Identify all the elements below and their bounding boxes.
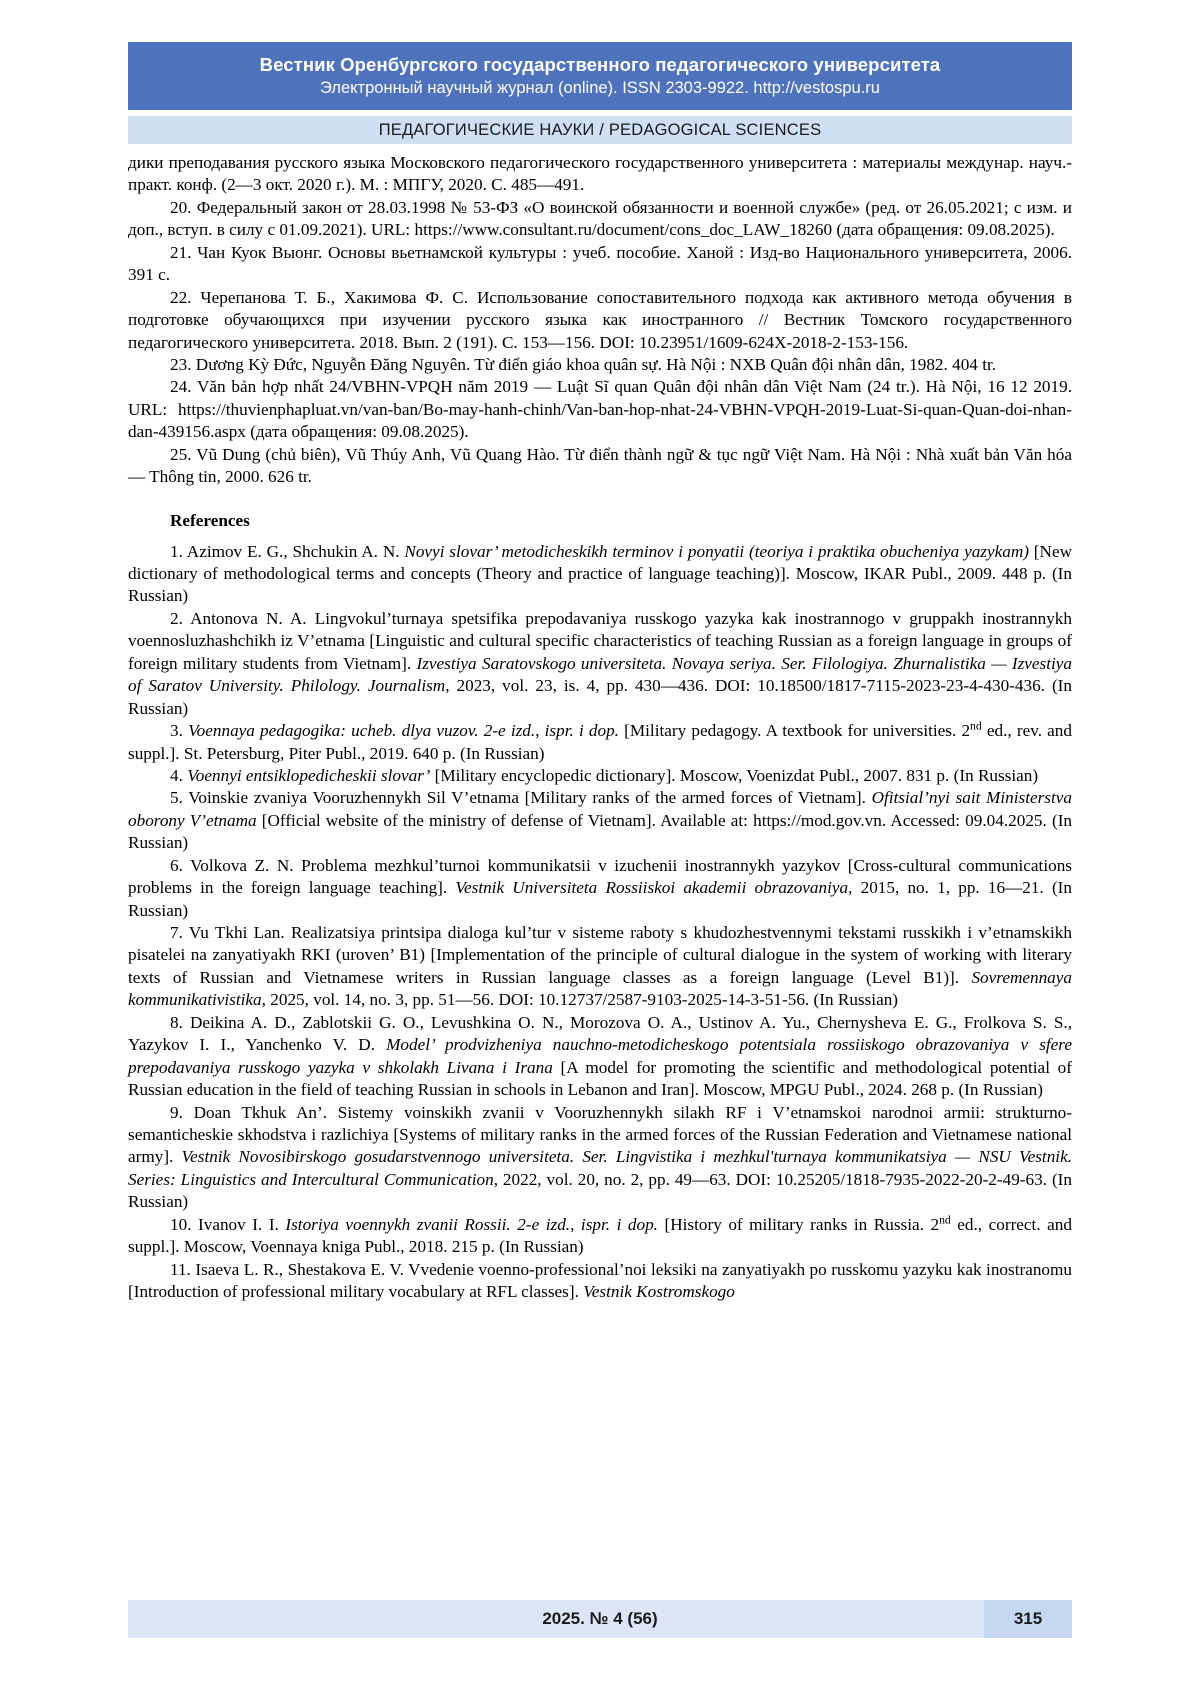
reference-item: 10. Ivanov I. I. Istoriya voennykh zvanii Rossii. 2-e izd., ispr. i dop. [History of military ranks in Russia. 2nd ed., correct. and suppl.]. Moscow, Voennaya kniga Publ., 2018. 215 p. (In Russian) [128,1212,1072,1257]
reference-item: 1. Azimov E. G., Shchukin A. N. Novyi slovar’ metodicheskikh terminov i ponyatii (teoriya i praktika obucheniya yazykam) [New dictionary of methodological terms and concepts (Theory and practice of language teaching)]. Moscow, IKAR Publ., 2009. 448 p. (In Russian) [128,541,1072,606]
continuation-paragraph: дики преподавания русского языка Московского педагогического государственного университета : материалы междунар. науч.-практ. конф. (2—3 окт. 2020 г.). М. : МПГУ, 2020. С. 485—491. [128,153,1072,195]
reference-item: 5. Voinskie zvaniya Vooruzhennykh Sil V’etnama [Military ranks of the armed forces of Vietnam]. Ofitsial’nyi sait Ministerstva oborony V’etnama [Official website of the ministry of defense of Vietnam]. Available at: https://mod.gov.vn. Accessed: 09.04.2025. (In Russian) [128,788,1073,853]
reference-item: 3. Voennaya pedagogika: ucheb. dlya vuzov. 2-e izd., ispr. i dop. [Military pedagogy. A textbook for universities. 2nd ed., rev. and suppl.]. St. Petersburg, Piter Publ., 2019. 640 p. (In Russian) [128,719,1072,763]
reference-item: 2. Antonova N. A. Lingvokul’turnaya spetsifika prepodavaniya russkogo yazyka kak inostrannogo v gruppakh inostrannykh voennosluzhashchikh iz V’etnama [Linguistic and cultural specific characteristics of teaching Russian as a foreign language in groups of foreign military students from Vietnam]. Izvestiya Saratovskogo universiteta. Novaya seriya. Ser. Filologiya. Zhurnalistika — Izvestiya of Saratov University. Philology. Journalism, 2023, vol. 23, is. 4, pp. 430—436. DOI: 10.18500/1817-7115-2023-23-4-430-436. (In Russian) [128,608,1072,718]
reference-item: 8. Deikina A. D., Zablotskii G. O., Levushkina O. N., Morozova O. A., Ustinov A. Yu., Chernysheva E. G., Frolkova S. S., Yazykov I. I., Yanchenko V. D. Model’ prodvizheniya nauchno-metodicheskogo potentsiala rossiiskogo obrazovaniya v sfere prepodavaniya russkogo yazyka v shkolakh Livana i Irana [A model for promoting the scientific and methodological potential of Russian education in the field of teaching Russian in schools in Lebanon and Iran]. Moscow, MPGU Publ., 2024. 268 p. (In Russian) [128,1012,1073,1100]
russian-reference-list [128,197,1072,489]
footer-issue: 2025. № 4 (56) [542,1609,658,1628]
journal-footer [128,1600,1072,1638]
reference-item: 4. Voennyi entsiklopedicheskii slovar’ [Military encyclopedic dictionary]. Moscow, Voenizdat Publ., 2007. 831 p. (In Russian) [170,765,1039,785]
footer-page-number: 315 [984,1600,1072,1638]
section-title: ПЕДАГОГИЧЕСКИЕ НАУКИ / PEDAGOGICAL SCIENCES [378,120,822,139]
reference-item: 20. Федеральный закон от 28.03.1998 № 53-ФЗ «О воинской обязанности и военной службе» (ред. от 26.05.2021; с изм. и доп., вступ. в силу с 01.09.2021). URL: https://www.consultant.ru/document/cons_doc_LAW_18260 (дата обращения: 09.08.2025). [128,197,1072,240]
reference-item: 11. Isaeva L. R., Shestakova E. V. Vvedenie voenno-professional’noi leksiki na zanyatiyakh po russkomu yazyku kak inostranomu [Introduction of professional military vocabulary at RFL classes]. Vestnik Kostromskogo [128,1259,1072,1301]
transliterated-reference-list [128,541,1072,1304]
reference-item: 9. Doan Tkhuk An’. Sistemy voinskikh zvanii v Vooruzhennykh silakh RF i V’etnamskoi narodnoi armii: strukturno-semanticheskie skhodstva i razlichiya [Systems of military ranks in the armed forces of the Russian Federation and Vietnamese national army]. Vestnik Novosibirskogo gosudarstvennogo universiteta. Ser. Lingvistika i mezhkul'turnaya kommunikatsiya — NSU Vestnik. Series: Linguistics and Intercultural Communication, 2022, vol. 20, no. 2, pp. 49—63. DOI: 10.25205/1818-7935-2022-20-2-49-63. (In Russian) [128,1102,1072,1212]
reference-item: 6. Volkova Z. N. Problema mezhkul’turnoi kommunikatsii v izuchenii inostrannykh yazykov [Cross-cultural communications problems in the foreign language teaching]. Vestnik Universiteta Rossiiskoi akademii obrazovaniya, 2015, no. 1, pp. 16—21. (In Russian) [128,855,1072,920]
section-banner [128,116,1072,144]
journal-title: Вестник Оренбургского государственного педагогического университета [259,53,941,75]
reference-item: 7. Vu Tkhi Lan. Realizatsiya printsipa dialoga kul’tur v sisteme raboty s khudozhestvennymi tekstami russkikh i v’etnamskikh pisatelei na zanyatiyakh RKI (uroven’ B1) [Implementation of the principle of cultural dialogue in the system of working with literary texts of Russian and Vietnamese writers in Russian language classes as a foreign language (Level B1)]. Sovremennaya kommunikativistika, 2025, vol. 14, no. 3, pp. 51—56. DOI: 10.12737/2587-9103-2025-14-3-51-56. (In Russian) [128,923,1072,1010]
reference-item: 23. Dương Kỳ Đức, Nguyễn Đăng Nguyên. Từ điển giáo khoa quân sự. Hà Nội : NXB Quân đội nhân dân, 1982. 404 tr. [170,354,997,374]
reference-item: 22. Черепанова Т. Б., Хакимова Ф. С. Использование сопоставительного подхода как активного метода обучения в подготовке обучающихся при изучении русского языка как иностранного // Вестник Томского государственного педагогического университета. 2018. Вып. 2 (191). С. 153—156. DOI: 10.23951/1609-624X-2018-2-153-156. [128,287,1072,352]
reference-item: 21. Чан Куок Выонг. Основы вьетнамской культуры : учеб. пособие. Ханой : Изд-во Национального университета, 2006. 391 с. [128,242,1072,285]
page-content [128,152,1072,1303]
references-heading: References [170,510,250,530]
reference-item: 24. Văn bản hợp nhất 24/VBHN-VPQH năm 2019 — Luật Sĩ quan Quân đội nhân dân Việt Nam (24 tr.). Hà Nội, 16 12 2019. URL: https://thuvienphapluat.vn/van-ban/Bo-may-hanh-chinh/Van-ban-hop-nhat-24-VBHN-VPQH-2019-Luat-Si-quan-Quan-doi-nhan-dan-439156.aspx (дата обращения: 09.08.2025). [128,377,1072,442]
journal-header [128,42,1072,110]
reference-item: 25. Vũ Dung (chủ biên), Vũ Thúy Anh, Vũ Quang Hào. Từ điển thành ngữ & tục ngữ Việt Nam. Hà Nội : Nhà xuất bản Văn hóa — Thông tin, 2000. 626 tr. [128,444,1072,487]
journal-subtitle: Электронный научный журнал (online). ISSN 2303-9922. http://vestospu.ru [320,78,880,97]
